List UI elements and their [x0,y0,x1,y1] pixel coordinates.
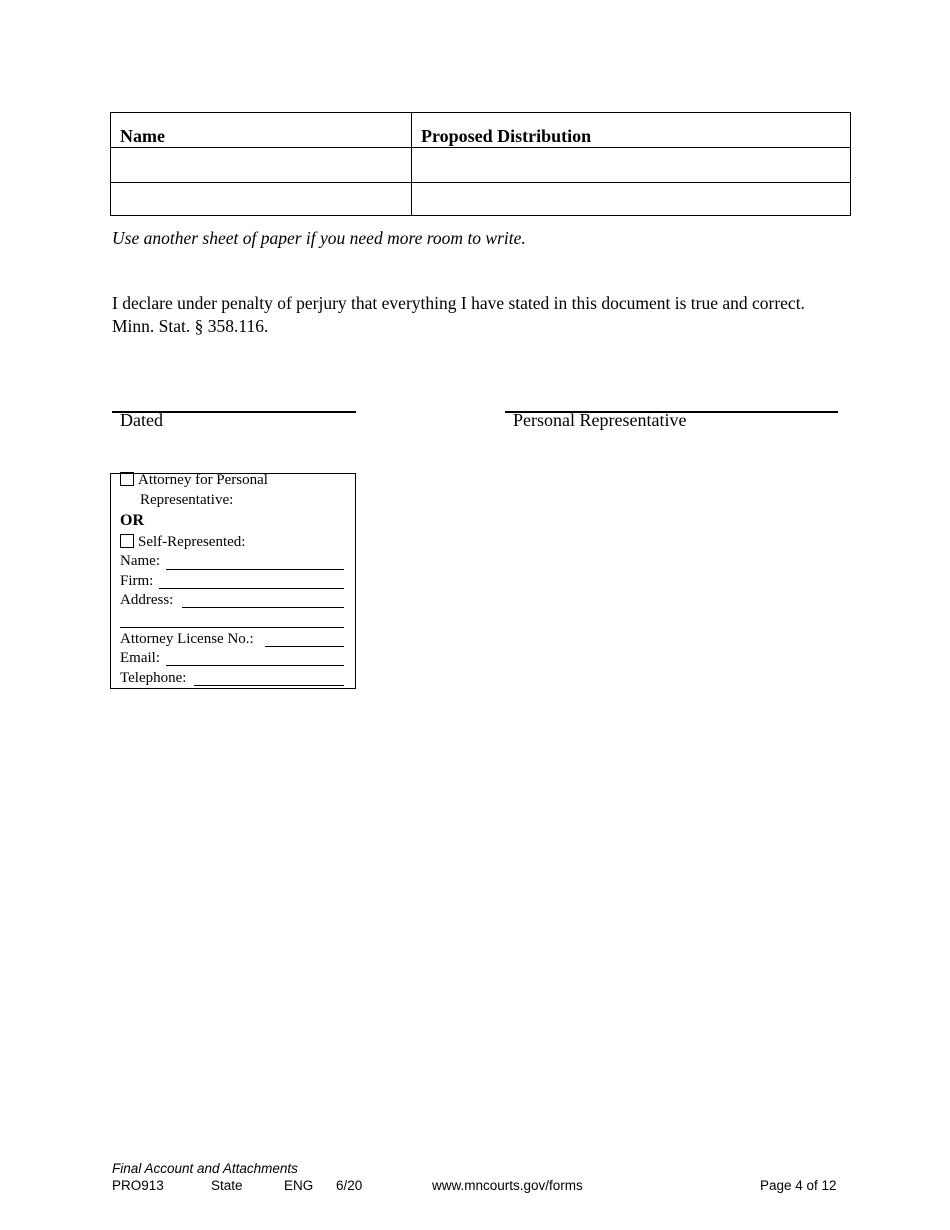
perjury-declaration: I declare under penalty of perjury that everything I have stated in this document is true and correct. Minn. Stat. § 358.116. [112,293,805,336]
address-field-line-2[interactable] [120,627,344,628]
firm-field[interactable] [159,588,344,589]
more-room-note: Use another sheet of paper if you need more room to write. [112,228,526,248]
attorney-checkbox[interactable] [120,472,134,486]
self-represented-checkbox[interactable] [120,534,134,548]
email-label: Email: [120,650,160,666]
table-header-proposed-distribution: Proposed Distribution [421,126,592,146]
license-label: Attorney License No.: [120,631,254,647]
license-field[interactable] [265,646,344,647]
address-label: Address: [120,592,174,608]
email-field[interactable] [166,665,344,666]
footer-page-number: Page 4 of 12 [760,1178,837,1193]
dated-label: Dated [120,410,163,430]
table-cell-distribution-row-1[interactable] [412,148,850,182]
name-field[interactable] [166,569,344,570]
or-label: OR [120,512,144,529]
attorney-label-continued: Representative: [140,492,234,508]
footer-language: ENG [284,1178,314,1193]
table-cell-name-row-2[interactable] [111,183,411,215]
address-field[interactable] [182,607,344,608]
attorney-info-box [110,473,356,689]
table-cell-name-row-1[interactable] [111,148,411,182]
firm-label: Firm: [120,573,154,589]
footer-jurisdiction: State [211,1178,243,1193]
footer-website: www.mncourts.gov/forms [432,1178,583,1193]
telephone-label: Telephone: [120,670,187,686]
footer-form-code: PRO913 [112,1178,164,1193]
table-cell-distribution-row-2[interactable] [412,183,850,215]
footer-revision: 6/20 [336,1178,363,1193]
telephone-field[interactable] [194,685,344,686]
footer-form-title: Final Account and Attachments [112,1161,298,1176]
table-header-name: Name [120,126,165,146]
personal-representative-label: Personal Representative [513,410,687,430]
attorney-label: Attorney for Personal [138,472,268,488]
self-represented-label: Self-Represented: [138,534,246,550]
distribution-table [110,112,851,216]
name-label: Name: [120,553,160,569]
attorney-option-row [120,472,268,489]
self-represented-option-row [120,534,245,551]
